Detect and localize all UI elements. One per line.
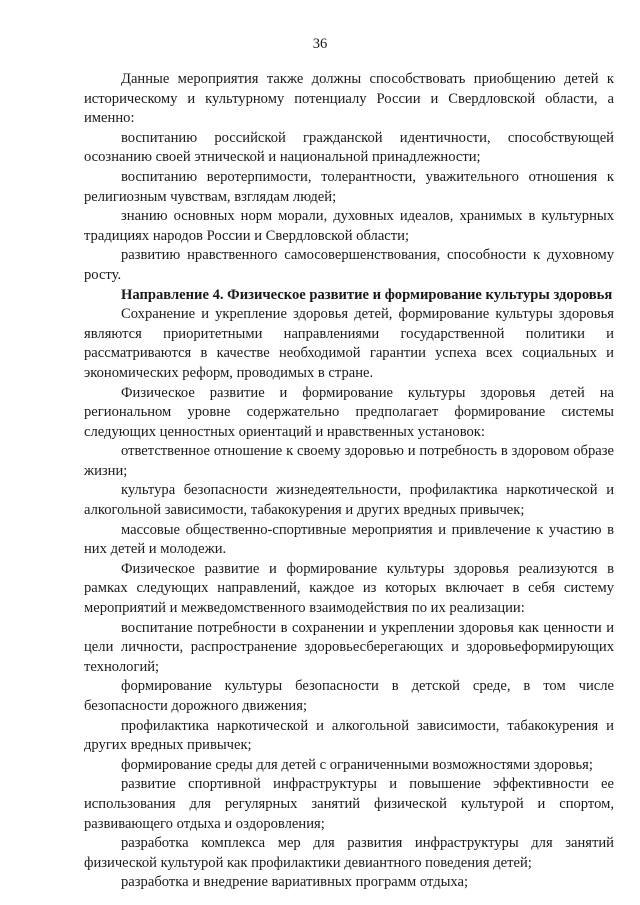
paragraph: Физическое развитие и формирование культуры здоровья детей на региональном уровне содержательно предполагает формирование системы следующих ценностных ориентаций и нравственных установок: bbox=[84, 384, 614, 440]
paragraph: профилактика наркотической и алкогольной зависимости, табакокурения и других вредных привычек; bbox=[84, 717, 614, 754]
paragraph: разработка комплекса мер для развития инфраструктуры для занятий физической культурой как профилактики девиантного поведения детей; bbox=[84, 835, 614, 871]
paragraph: воспитанию российской гражданской идентичности, способствующей осознанию своей этнической и национальной принадлежности; bbox=[84, 129, 614, 166]
paragraph: Данные мероприятия также должны способствовать приобщению детей к историческому и культурному потенциалу России и Свердловской области, а именно: bbox=[84, 71, 614, 127]
paragraph: ответственное отношение к своему здоровью и потребность в здоровом образе жизни; bbox=[84, 443, 614, 479]
page-number: 36 bbox=[312, 36, 328, 52]
paragraph: знанию основных норм морали, духовных идеалов, хранимых в культурных традициях народов России и Свердловской области; bbox=[84, 208, 614, 244]
paragraph: Физическое развитие и формирование культуры здоровья реализуются в рамках следующих направлений, каждое из которых включает в себя систему мероприятий и межведомственного взаимодействия по их реализации: bbox=[84, 560, 614, 617]
paragraph: культура безопасности жизнедеятельности, профилактика наркотической и алкогольной зависимости, табакокурения и других вредных привычек; bbox=[84, 482, 614, 519]
paragraph: развитие спортивной инфраструктуры и повышение эффективности ее использования для регулярных занятий физической культурой и спортом, развивающего отдыха и оздоровления; bbox=[84, 776, 614, 832]
document-body bbox=[84, 70, 614, 893]
paragraph: развитию нравственного самосовершенствования, способности к духовному росту. bbox=[84, 247, 614, 283]
paragraph: воспитанию веротерпимости, толерантности, уважительного отношения к религиозным чувствам, взглядам людей; bbox=[84, 168, 614, 205]
paragraph: массовые общественно-спортивные мероприятия и привлечение к участию в них детей и молодежи. bbox=[84, 521, 614, 558]
paragraph: формирование культуры безопасности в детской среде, в том числе безопасности дорожного движения; bbox=[84, 678, 614, 714]
paragraph: воспитание потребности в сохранении и укреплении здоровья как ценности и цели личности, распространение здоровьесберегающих и здоровьеформирующих технологий; bbox=[84, 619, 614, 675]
section-heading: Направление 4. Физическое развитие и формирование культуры здоровья bbox=[121, 286, 613, 303]
paragraph: формирование среды для детей с ограниченными возможностями здоровья; bbox=[121, 756, 593, 773]
paragraph: Сохранение и укрепление здоровья детей, формирование культуры здоровья являются приоритетными направлениями государственной политики и рассматриваются в качестве необходимой гарантии успеха всех социальных и экономических реформ, проводимых в стране. bbox=[84, 306, 614, 381]
paragraph: разработка и внедрение вариативных программ отдыха; bbox=[121, 874, 469, 891]
